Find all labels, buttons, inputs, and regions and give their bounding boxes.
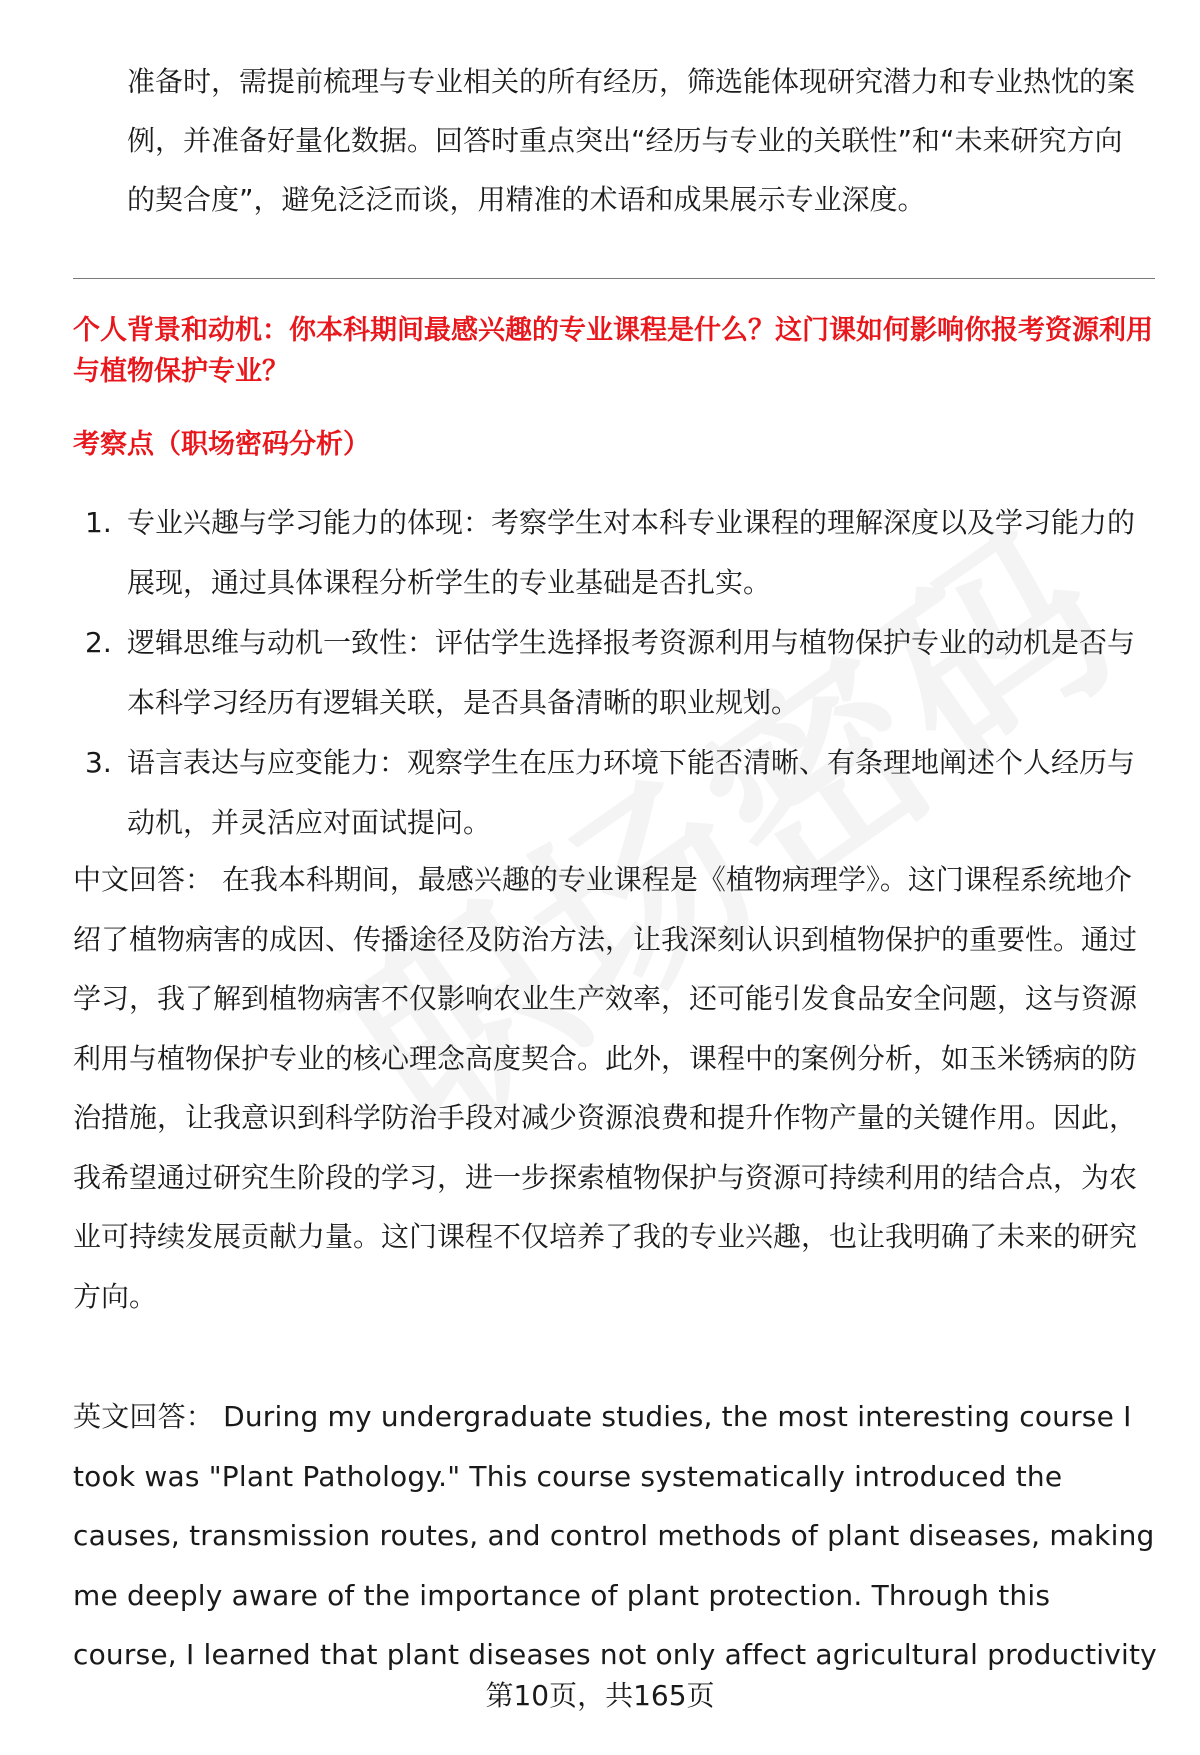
list-item-text: 逻辑思维与动机一致性：评估学生选择报考资源利用与植物保护专业的动机是否与本科学习经历有逻辑关联，是否具备清晰的职业规划。 (127, 626, 1136, 719)
analysis-points-list (73, 493, 1153, 853)
list-item (73, 733, 1153, 853)
question-heading: 个人背景和动机：你本科期间最感兴趣的专业课程是什么？这门课如何影响你报考资源利用与植物保护专业？ (73, 315, 1153, 387)
list-item (73, 613, 1153, 733)
list-item-number: 1. (85, 506, 112, 539)
page-number-footer: 第10页，共165页 (485, 1679, 715, 1712)
list-item (73, 493, 1153, 613)
list-item-number: 2. (85, 626, 112, 659)
intro-paragraph: 准备时，需提前梳理与专业相关的所有经历，筛选能体现研究潜力和专业热忱的案例，并准备好量化数据。回答时重点突出“经历与专业的关联性”和“未来研究方向的契合度”，避免泛泛而谈，用精准的术语和成果展示专业深度。 (127, 65, 1136, 216)
analysis-heading: 考察点（职场密码分析） (73, 429, 370, 460)
list-item-text: 专业兴趣与学习能力的体现：考察学生对本科专业课程的理解深度以及学习能力的展现，通过具体课程分析学生的专业基础是否扎实。 (127, 506, 1136, 599)
list-item-number: 3. (85, 746, 112, 779)
section-divider (73, 278, 1155, 279)
list-item-text: 语言表达与应变能力：观察学生在压力环境下能否清晰、有条理地阐述个人经历与动机，并灵活应对面试提问。 (127, 746, 1136, 839)
chinese-answer-paragraph: 中文回答： 在我本科期间，最感兴趣的专业课程是《植物病理学》。这门课程系统地介绍了植物病害的成因、传播途径及防治方法，让我深刻认识到植物保护的重要性。通过学习，我了解到植物病害不仅影响农业生产效率，还可能引发食品安全问题，这与资源利用与植物保护专业的核心理念高度契合。此外，课程中的案例分析，如玉米锈病的防治措施，让我意识到科学防治手段对减少资源浪费和提升作物产量的关键作用。因此，我希望通过研究生阶段的学习，进一步探索植物保护与资源可持续利用的结合点，为农业可持续发展贡献力量。这门课程不仅培养了我的专业兴趣，也让我明确了未来的研究方向。 (73, 863, 1138, 1313)
english-answer-paragraph: 英文回答： During my undergraduate studies, the most interesting course I took was "Plant Pathology." This course systematically introduced the causes, transmission routes, and control methods of plant diseases, making me deeply aware of the importance of plant protection. Through this course, I learned that plant diseases not only affect agricultural productivity (73, 1400, 1157, 1671)
